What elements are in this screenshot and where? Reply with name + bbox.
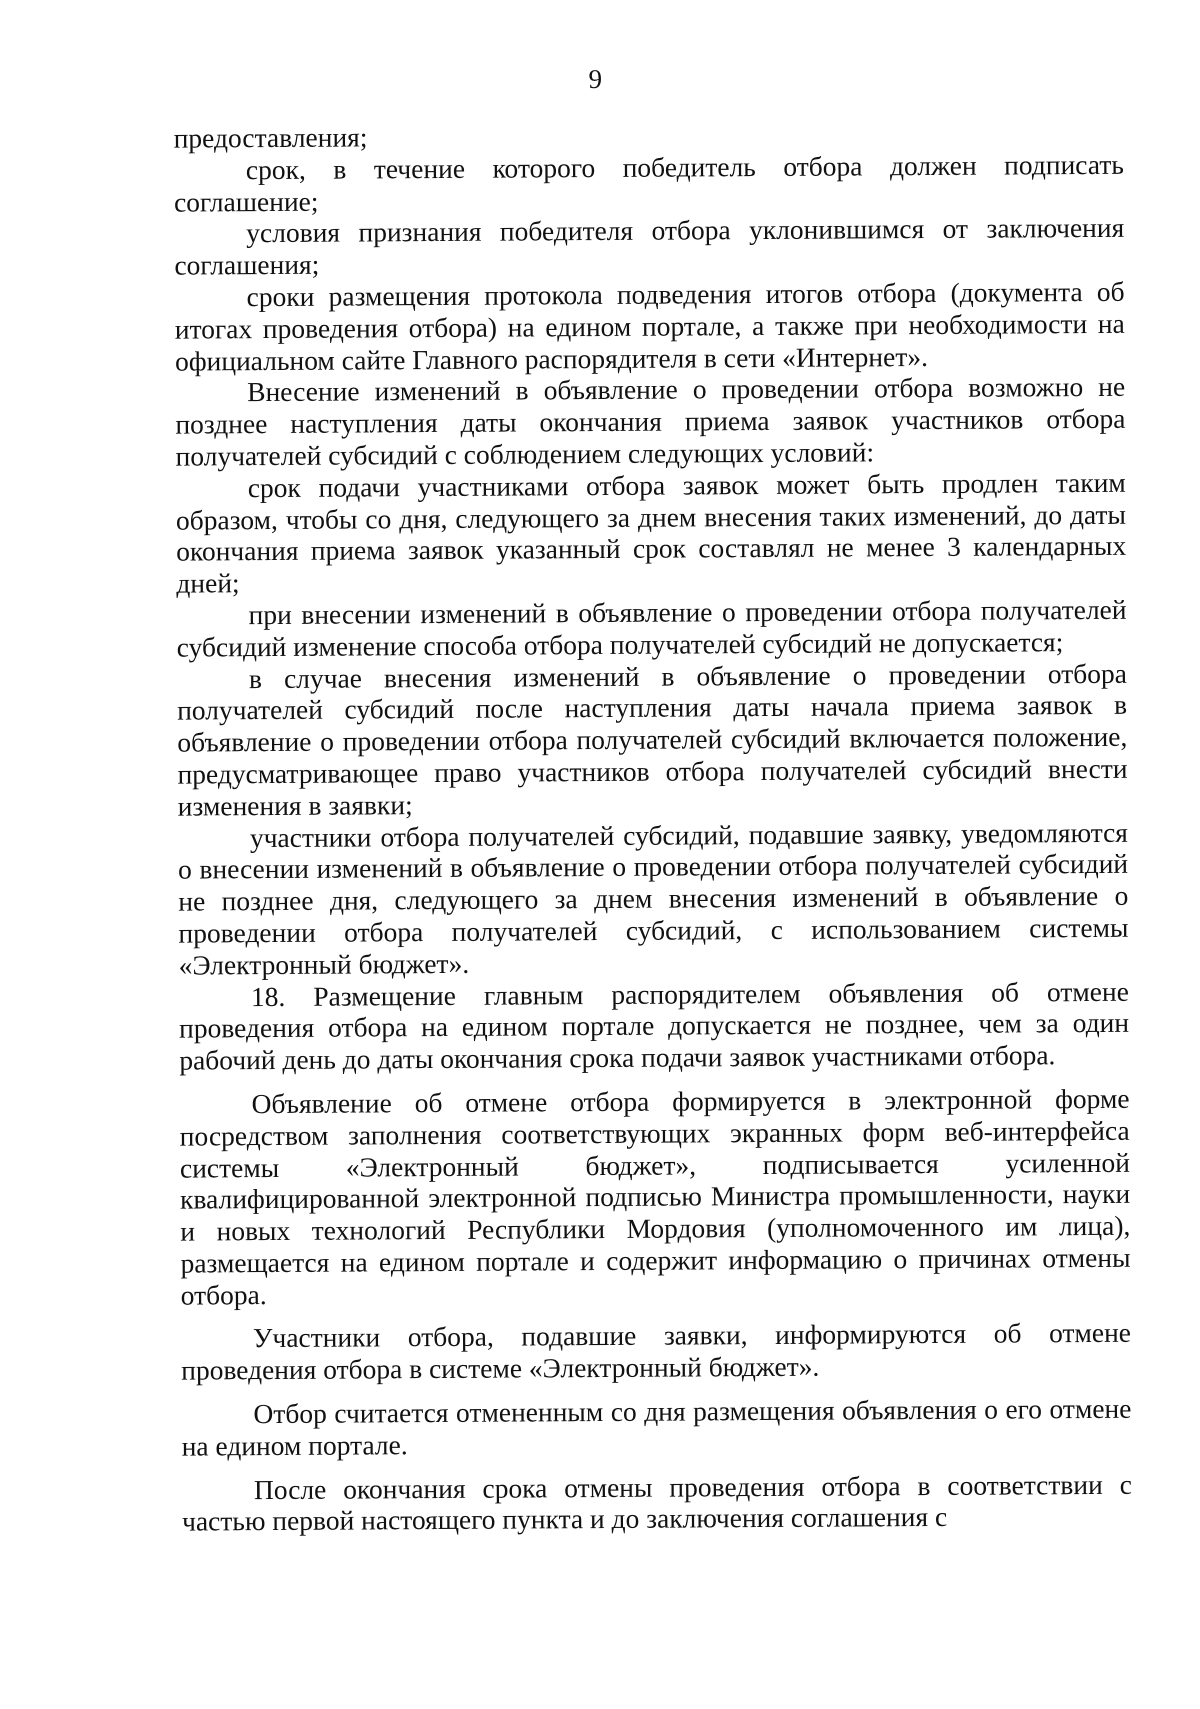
paragraph: участники отбора получателей субсидий, подавшие заявку, уведомляются о внесении изменений в объявление о проведении отбора получателей субсидий не позднее дня, следующего за днем внесения изменений в объявление о проведении отбора получателей субсидий, с использованием системы «Электронный бюджет». bbox=[178, 816, 1129, 981]
paragraph: срок подачи участниками отбора заявок может быть продлен таким образом, чтобы со дня, следующего за днем внесения таких изменений, до даты окончания приема заявок указанный срок составлял не менее 3 календарных дней; bbox=[175, 466, 1127, 599]
paragraph: условия признания победителя отбора уклонившимся от заключения соглашения; bbox=[174, 212, 1125, 281]
paragraph: сроки размещения протокола подведения итогов отбора (документа об итогах проведения отбора) на едином портале, а также при необходимости на официальном сайте Главного распорядителя в сети «Интернет». bbox=[174, 275, 1125, 377]
paragraph: После окончания срока отмены проведения отбора в соответствии с частью первой настоящего пункта и до заключения соглашения с bbox=[181, 1468, 1132, 1538]
paragraph: при внесении изменений в объявление о проведении отбора получателей субсидий изменение способа отбора получателей субсидий не допускается; bbox=[176, 593, 1127, 663]
document-body bbox=[174, 117, 1133, 1538]
paragraph: Отбор считается отмененным со дня размещения объявления о его отмене на едином портале. bbox=[181, 1392, 1132, 1462]
paragraph: предоставления; bbox=[173, 121, 368, 154]
numbered-paragraph: 18. Размещение главным распорядителем объявления об отмене проведения отбора на едином портале допускается не позднее, чем за один рабочий день до даты окончания срока подачи заявок участниками отбора. bbox=[178, 975, 1130, 1076]
page-number: 9 bbox=[588, 63, 603, 95]
paragraph: срок, в течение которого победитель отбора должен подписать соглашение; bbox=[173, 148, 1124, 218]
paragraph: Внесение изменений в объявление о проведении отбора возможно не позднее наступления даты окончания приема заявок участников отбора получателей субсидий с соблюдением следующих условий: bbox=[175, 371, 1126, 472]
paragraph: Участники отбора, подавшие заявки, информируются об отмене проведения отбора в системе «Электронный бюджет». bbox=[181, 1317, 1132, 1386]
paragraph: Объявление об отмене отбора формируется в электронной форме посредством заполнения соответствующих экранных форм веб-интерфейса системы «Электронный бюджет», подписывается усиленной квалифицированной электронной подписью Министра промышленности, науки и новых технологий Республики Мордовия (уполномоченного им лица), размещается на едином портале и содержит информацию о причинах отмены отбора. bbox=[179, 1082, 1131, 1311]
paragraph: в случае внесения изменений в объявление о проведении отбора получателей субсидий после наступления даты начала приема заявок в объявление о проведении отбора получателей субсидий включается положение, предусматривающее право участников отбора получателей субсидий внести изменения в заявки; bbox=[177, 657, 1128, 822]
